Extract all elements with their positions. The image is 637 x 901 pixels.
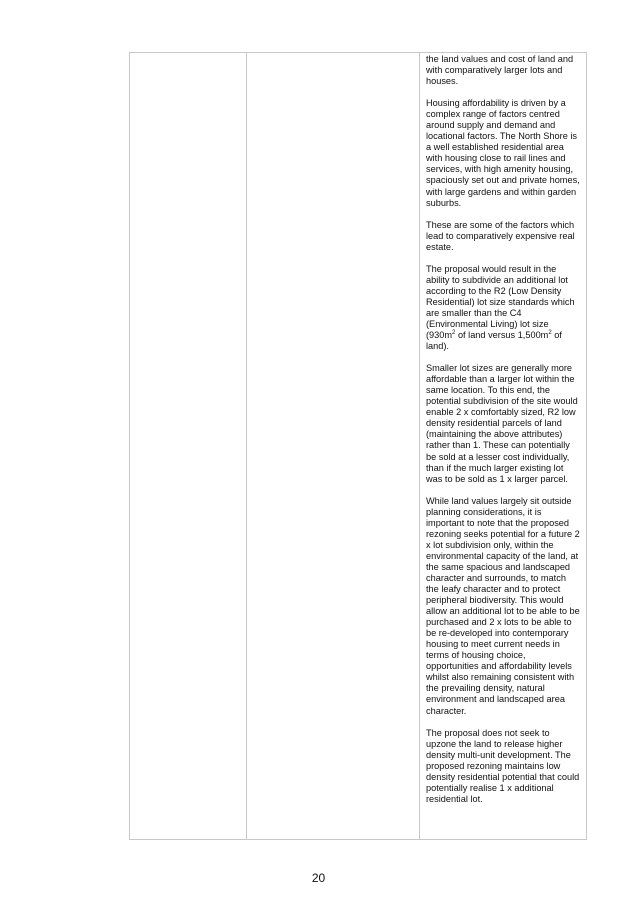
paragraph-land-values-planning: While land values largely sit outside planning considerations, it is important to note that the proposed rezoning seeks potential for a future 2 x lot subdivision only, within the environmental capacity of the land, at the same spacious and landscaped character and surrounds, to match the leafy character and to protect peripheral biodiversity. This would allow an additional lot to be able to be purchased and 2 x lots to be able to be re-developed into contemporary housing to meet current needs in terms of housing choice, opportunities and affordability levels whilst also remaining consistent with the prevailing density, natural environment and landscaped area character. bbox=[426, 495, 580, 716]
paragraph-expensive-real-estate: These are some of the factors which lead to comparatively expensive real estate. bbox=[426, 219, 575, 252]
table-row bbox=[130, 53, 587, 840]
superscript-2: 2 bbox=[548, 329, 552, 336]
page-number: 20 bbox=[311, 871, 326, 885]
lot-size-end: of land). bbox=[426, 330, 562, 352]
paragraph-housing-affordability: Housing affordability is driven by a complex range of factors centred around supply and demand and locational factors. The North Shore is a well established residential area with housing close to rail lines and services, with high amenity housing, spaciously set out and private homes, with large gardens and within garden suburbs. bbox=[426, 98, 580, 208]
paragraph-lot-size bbox=[426, 264, 580, 352]
cell-text-block bbox=[420, 53, 586, 805]
table-cell-empty-1 bbox=[130, 53, 247, 840]
lot-size-intro: The proposal would result in the ability to subdivide an additional lot according to the R2 (Low Density Residential) lot size standards which are smaller than the C4 (Environmental Living) lot size (930m bbox=[426, 263, 575, 341]
paragraph-land-values: the land values and cost of land and with comparatively larger lots and houses. bbox=[426, 54, 574, 87]
table-cell-empty-2 bbox=[247, 53, 420, 840]
superscript-2: 2 bbox=[452, 329, 456, 336]
table-cell-text bbox=[420, 53, 587, 840]
paragraph-no-upzone: The proposal does not seek to upzone the land to release higher density multi-unit development. The proposed rezoning maintains low density residential potential that could potentially realise 1 x additional residential lot. bbox=[426, 727, 580, 804]
paragraph-smaller-lots: Smaller lot sizes are generally more affordable than a larger lot within the same location. To this end, the potential subdivision of the site would enable 2 x comfortably sized, R2 low density residential parcels of land (maintaining the above attributes) rather than 1. These can potentially be sold at a lesser cost individually, than if the much larger existing lot was to be sold as 1 x larger parcel. bbox=[426, 363, 578, 484]
lot-size-middle: of land versus 1,500m bbox=[455, 330, 549, 341]
document-table bbox=[129, 52, 587, 840]
